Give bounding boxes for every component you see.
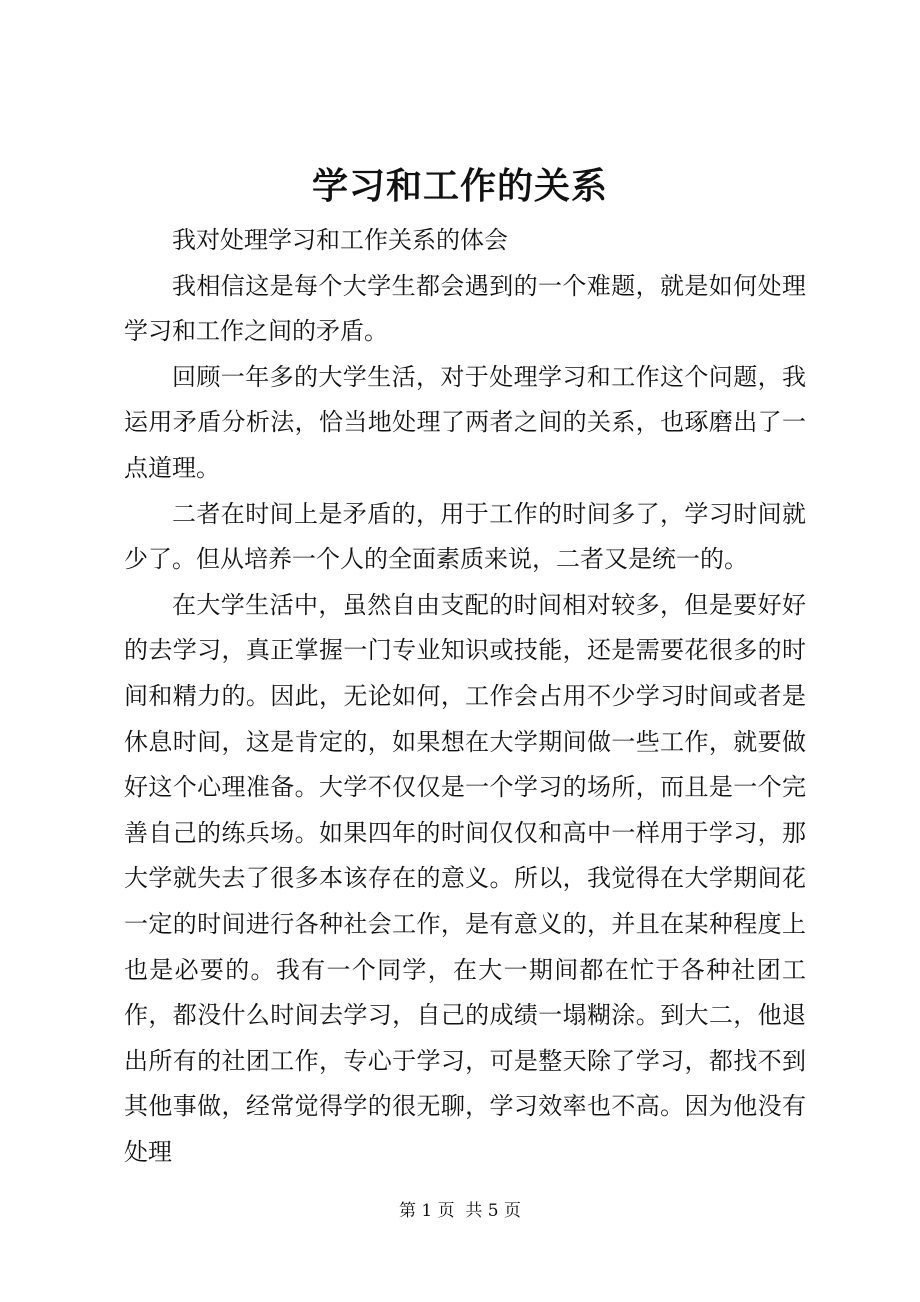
paragraph-subtitle: 我对处理学习和工作关系的体会: [172, 226, 508, 254]
paragraph-2: 回顾一年多的大学生活，对于处理学习和工作这个问题，我运用矛盾分析法，恰当地处理了两者之间的关系，也琢磨出了一点道理。: [124, 362, 806, 482]
page-number: 第 1 页: [398, 1201, 455, 1221]
document-body: [124, 218, 806, 1175]
document-title: 学习和工作的关系: [311, 165, 608, 207]
footer-spacer: [455, 1201, 466, 1221]
page-total: 共 5 页: [465, 1201, 522, 1221]
paragraph-3: 二者在时间上是矛盾的，用于工作的时间多了，学习时间就少了。但从培养一个人的全面素质来说，二者又是统一的。: [124, 499, 806, 574]
paragraph-4: 在大学生活中，虽然自由支配的时间相对较多，但是要好好的去学习，真正掌握一门专业知识或技能，还是需要花很多的时间和精力的。因此，无论如何，工作会占用不少学习时间或者是休息时间，这是肯定的，如果想在大学期间做一些工作，就要做好这个心理准备。大学不仅仅是一个学习的场所，而且是一个完善自己的练兵场。如果四年的时间仅仅和高中一样用于学习，那大学就失去了很多本该存在的意义。所以，我觉得在大学期间花一定的时间进行各种社会工作，是有意义的，并且在某种程度上也是必要的。我有一个同学，在大一期间都在忙于各种社团工作，都没什么时间去学习，自己的成绩一塌糊涂。到大二，他退出所有的社团工作，专心于学习，可是整天除了学习，都找不到其他事做，经常觉得学的很无聊，学习效率也不高。因为他没有处理: [124, 590, 806, 1166]
paragraph-1: 我相信这是每个大学生都会遇到的一个难题，就是如何处理学习和工作之间的矛盾。: [124, 271, 806, 346]
page-footer: [0, 1198, 920, 1224]
